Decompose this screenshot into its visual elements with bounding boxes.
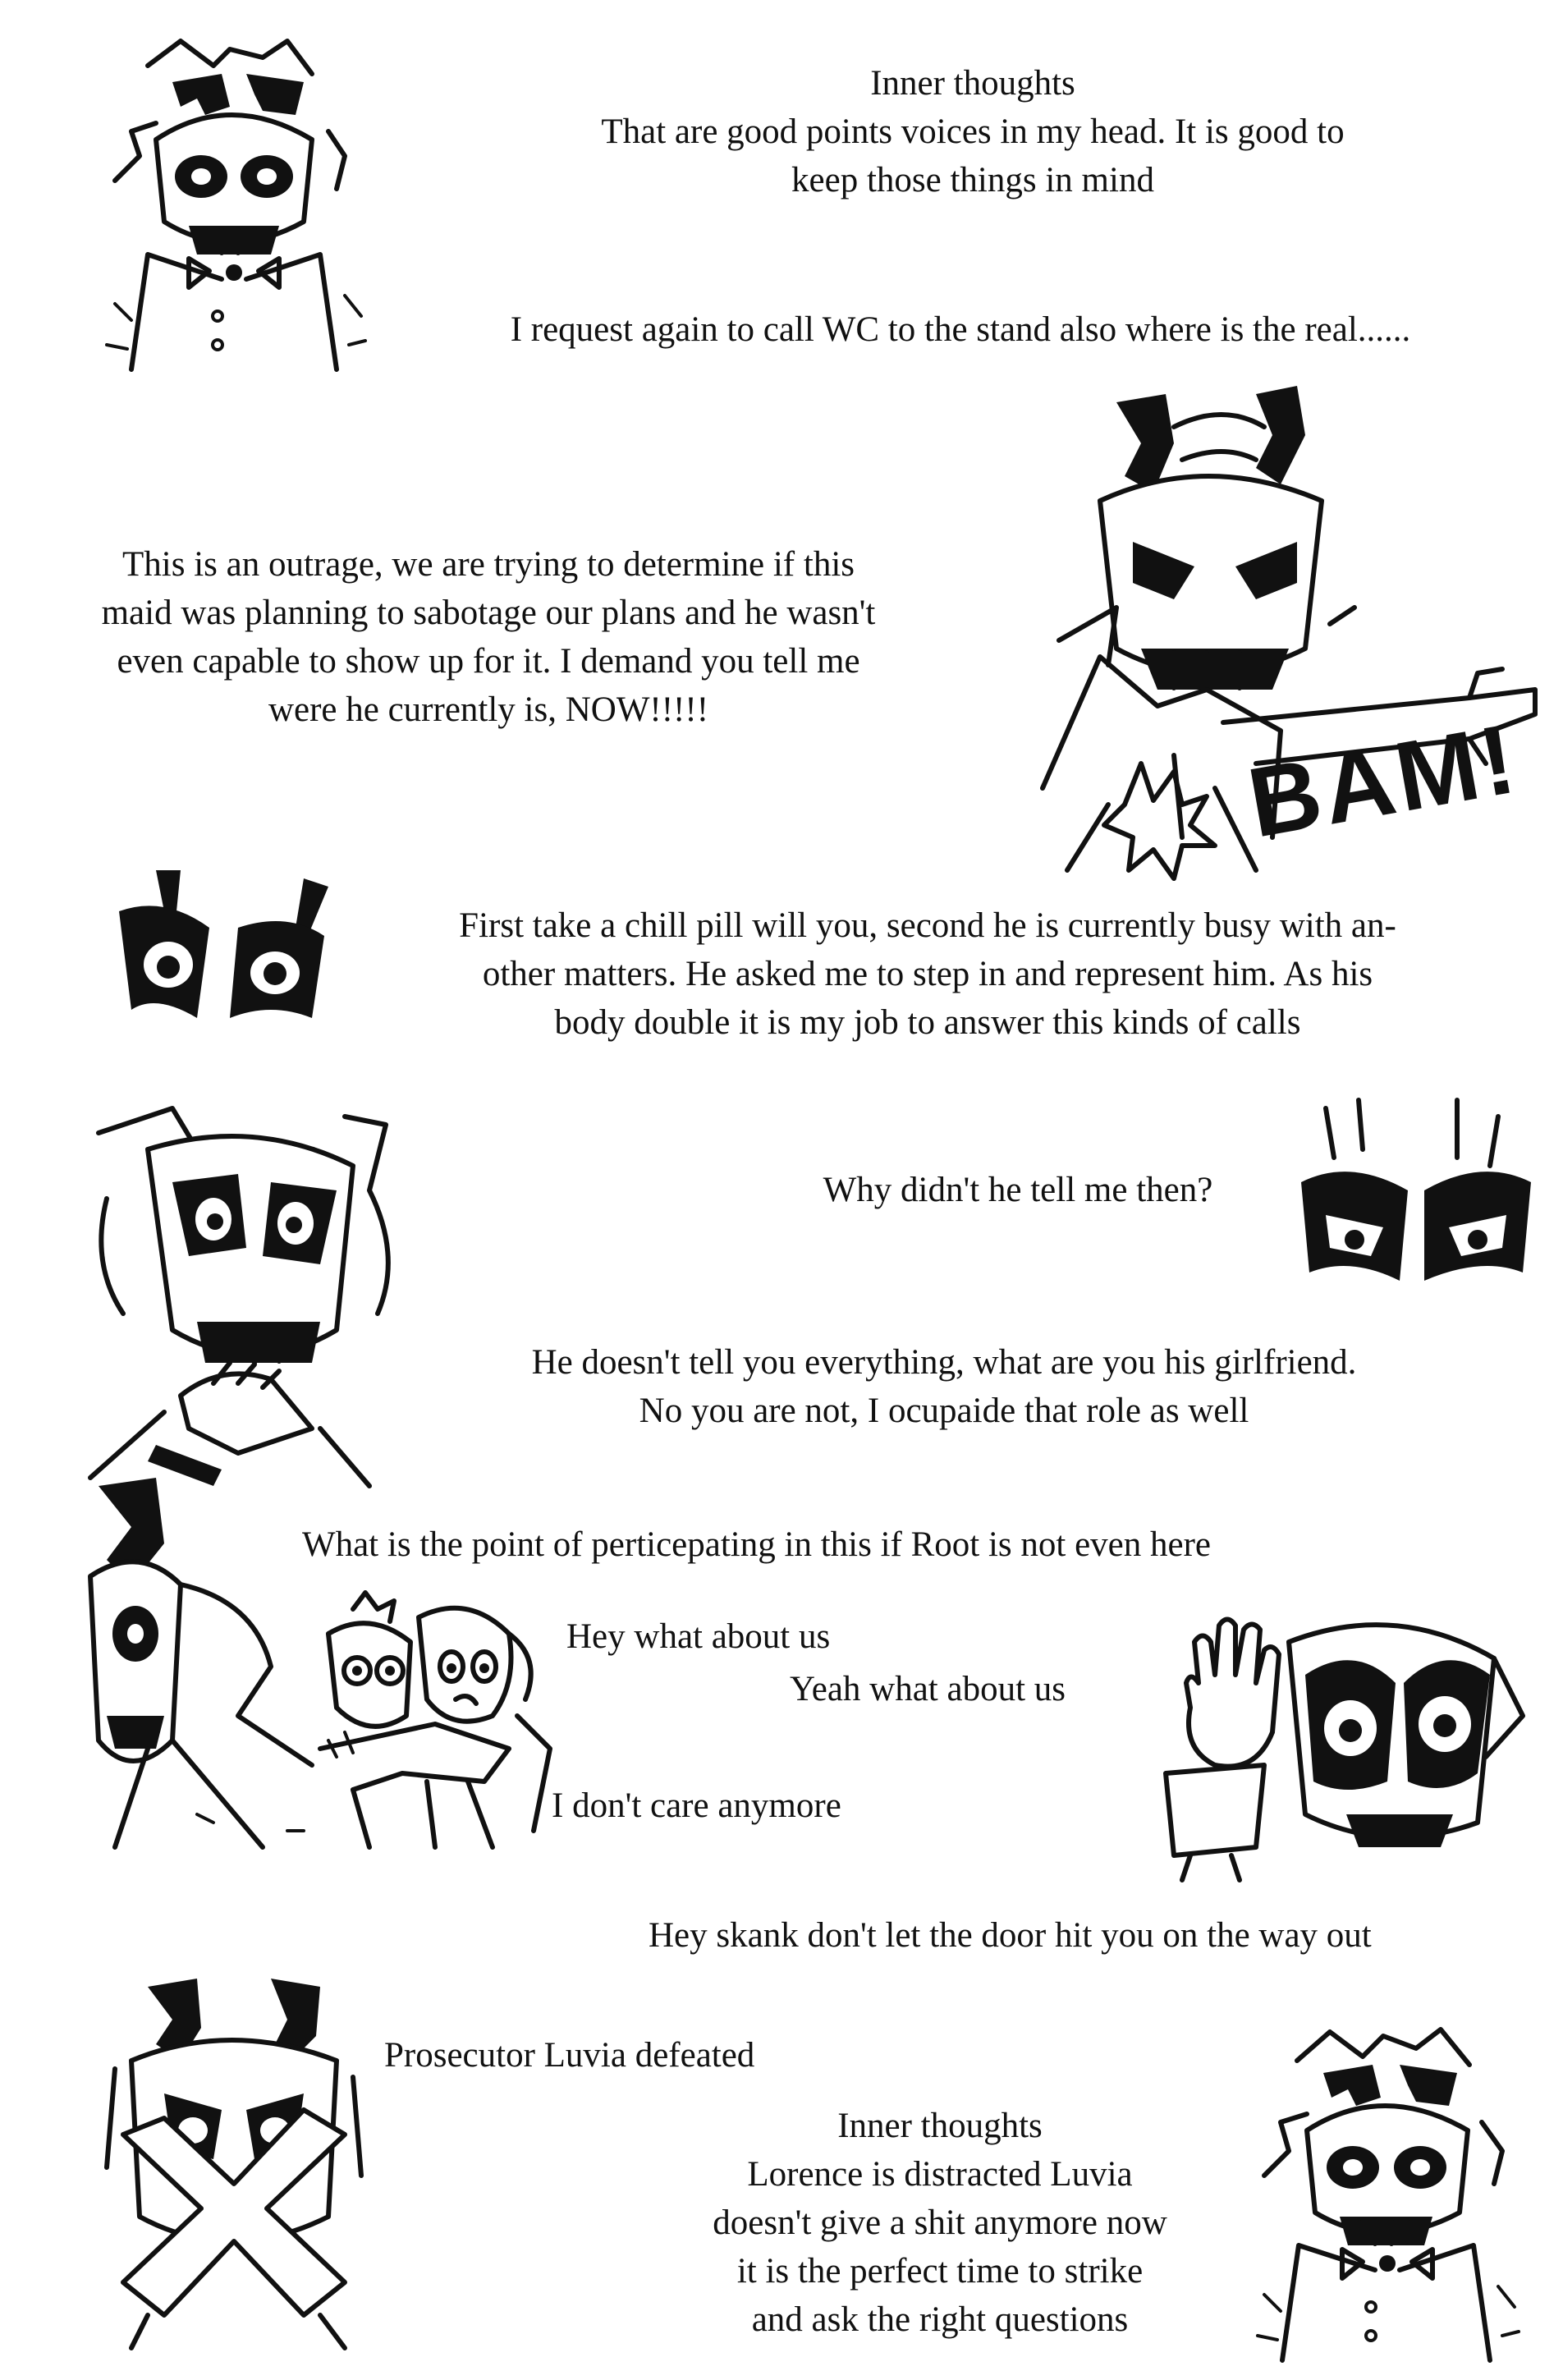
dialogue-line: were he currently is, NOW!!!!! bbox=[268, 690, 709, 729]
dialogue-line: He doesn't tell you everything, what are you his girlfriend. bbox=[531, 1343, 1357, 1382]
dialogue-line: I request again to call WC to the stand also where is the real...... bbox=[510, 310, 1411, 349]
waving-mask-drawing bbox=[1149, 1609, 1527, 1888]
dialogue-skank bbox=[649, 1911, 1372, 1960]
shouting-prosecutor-drawing bbox=[1010, 378, 1552, 887]
dialogue-line: it is the perfect time to strike bbox=[736, 2252, 1144, 2291]
dialogue-line: What is the point of perticepating in this if Root is not even here bbox=[302, 1525, 1211, 1564]
dialogue-line: No you are not, I ocupaide that role as well bbox=[639, 1392, 1249, 1430]
dialogue-line: First take a chill pill will you, second he is currently busy with an- bbox=[459, 906, 1396, 945]
couple-drawing bbox=[304, 1584, 566, 1855]
dialogue-point bbox=[302, 1520, 1211, 1569]
dialogue-why bbox=[722, 1166, 1313, 1214]
dialogue-line: maid was planning to sabotage our plans and he wasn't bbox=[101, 594, 876, 632]
masked-butler-drawing-2 bbox=[1248, 2020, 1527, 2364]
dialogue-line: Inner thoughts bbox=[870, 64, 1075, 103]
mask-eyes-drawing bbox=[115, 862, 337, 1026]
sound-effect bbox=[1240, 703, 1526, 858]
dialogue-line: keep those things in mind bbox=[791, 161, 1154, 199]
dialogue-hey-us bbox=[566, 1612, 830, 1661]
dialogue-yeah-us bbox=[790, 1665, 1066, 1713]
dialogue-chill-pill bbox=[353, 901, 1502, 1047]
dialogue-line: even capable to show up for it. I demand you tell me bbox=[117, 642, 860, 681]
dialogue-line: This is an outrage, we are trying to determine if this bbox=[122, 545, 855, 584]
inner-thoughts-2 bbox=[640, 2102, 1240, 2344]
inner-thoughts-1 bbox=[534, 59, 1412, 204]
crossed-out-prosecutor-drawing bbox=[99, 1970, 369, 2356]
dialogue-girlfriend bbox=[427, 1338, 1461, 1435]
dialogue-outrage bbox=[66, 540, 911, 734]
dialogue-line: Yeah what about us bbox=[790, 1670, 1066, 1708]
masked-butler-drawing bbox=[99, 33, 369, 378]
angry-eyes-drawing bbox=[1293, 1092, 1539, 1297]
dialogue-line: and ask the right questions bbox=[751, 2300, 1129, 2339]
dialogue-line: That are good points voices in my head. It is good to bbox=[601, 112, 1345, 151]
dialogue-defeated bbox=[384, 2031, 754, 2080]
dialogue-dont-care bbox=[552, 1782, 841, 1830]
dialogue-request bbox=[427, 305, 1494, 354]
bam-text: BAM! bbox=[1240, 703, 1526, 859]
dialogue-line: Lorence is distracted Luvia bbox=[747, 2155, 1133, 2194]
prosecutor-thinking-drawing bbox=[74, 1100, 419, 1494]
dialogue-line: Why didn't he tell me then? bbox=[823, 1171, 1213, 1209]
dialogue-line: Prosecutor Luvia defeated bbox=[384, 2036, 755, 2075]
dialogue-line: doesn't give a shit anymore now bbox=[713, 2203, 1167, 2242]
dialogue-line: I don't care anymore bbox=[552, 1786, 841, 1825]
dialogue-line: Inner thoughts bbox=[837, 2107, 1043, 2145]
dialogue-line: Hey what about us bbox=[566, 1617, 831, 1656]
dialogue-line: other matters. He asked me to step in and represent him. As his bbox=[482, 955, 1373, 993]
dialogue-line: body double it is my job to answer this kinds of calls bbox=[554, 1003, 1301, 1042]
dialogue-line: Hey skank don't let the door hit you on the way out bbox=[649, 1916, 1372, 1955]
